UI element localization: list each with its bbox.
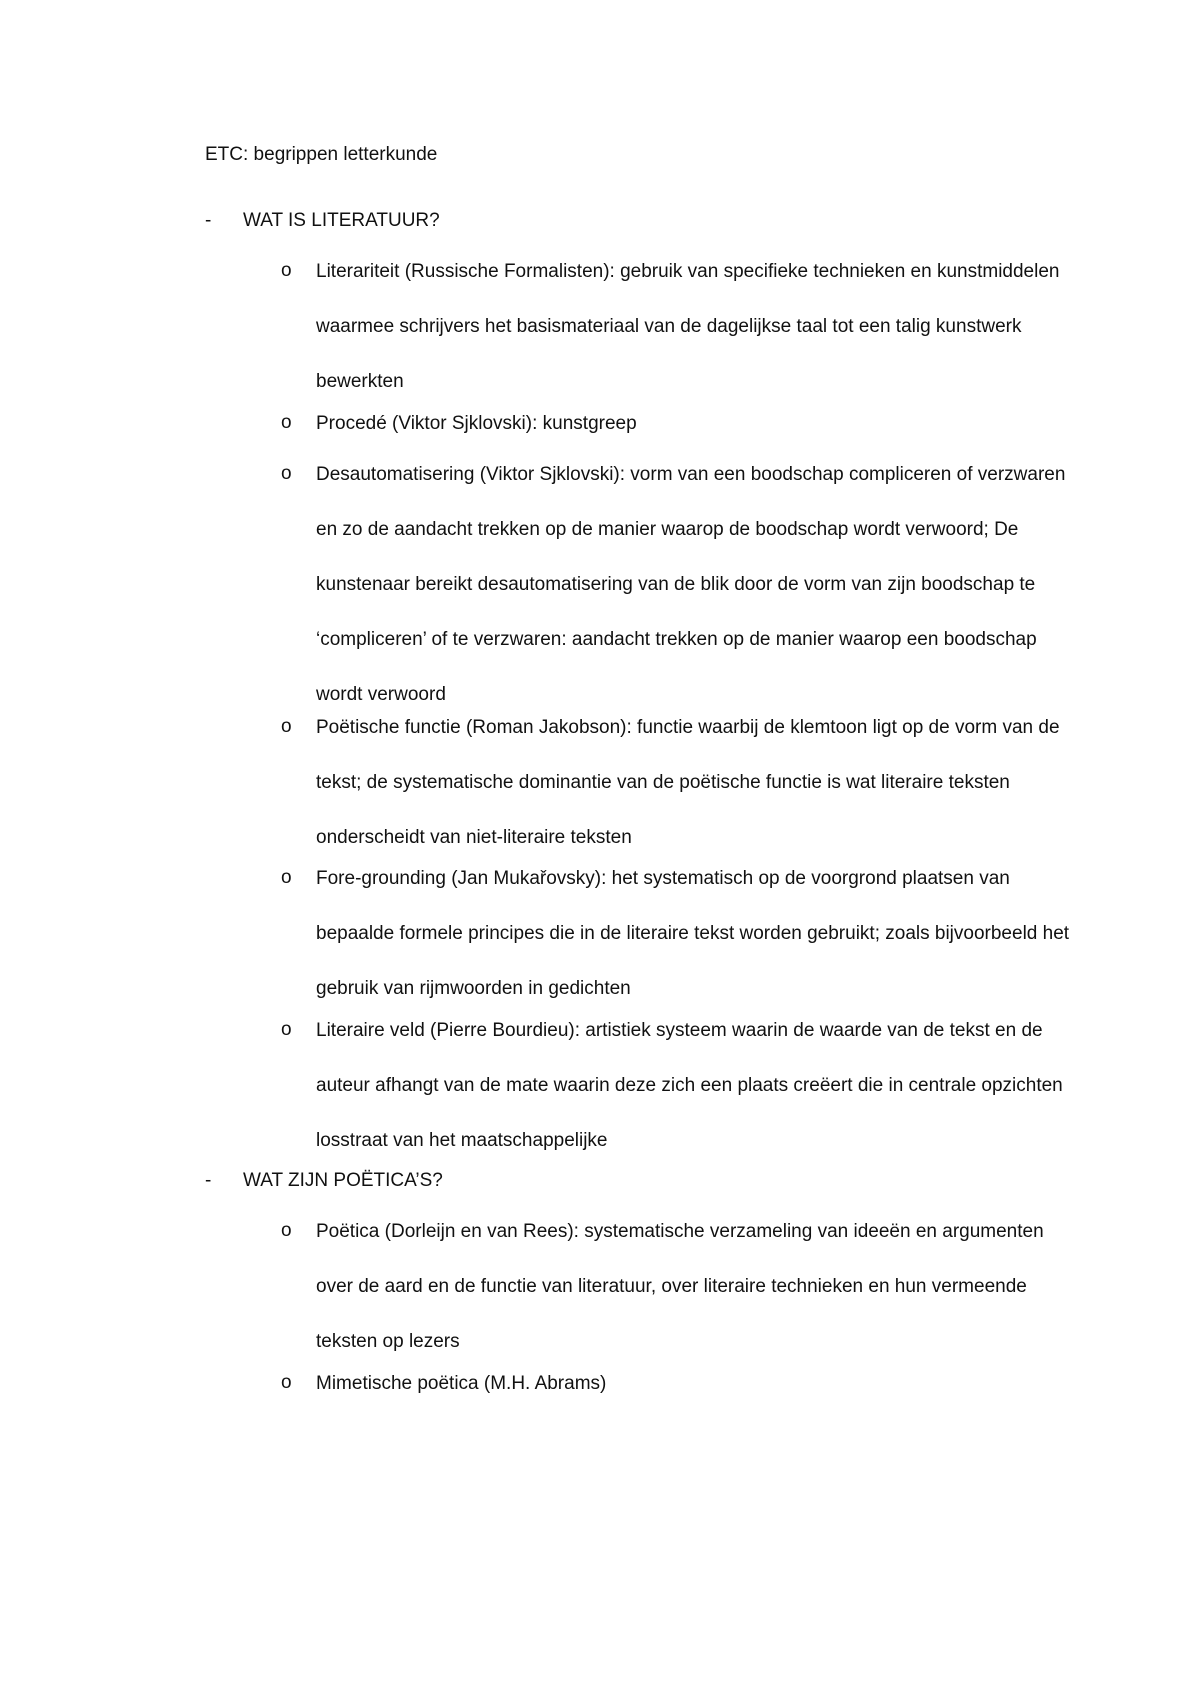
bullet-marker: o <box>281 1019 292 1040</box>
list-item-text: Literariteit (Russische Formalisten): gebruik van specifieke technieken en kunstmiddelen waarmee schrijvers het basismateriaal van de dagelijkse taal tot een talig kunstwerk bewerkten <box>316 261 1060 392</box>
dash-marker: - <box>205 210 212 231</box>
list-item-text: Poëtica (Dorleijn en van Rees): systematische verzameling van ideeën en argumenten over de aard en de functie van literatuur, over literaire technieken en hun vermeende teksten op lezers <box>316 1221 1044 1352</box>
bullet-marker: o <box>281 260 292 281</box>
list-item-text: Mimetische poëtica (M.H. Abrams) <box>316 1373 607 1394</box>
section-heading-text: WAT ZIJN POËTICA’S? <box>243 1170 443 1191</box>
bullet-marker: o <box>281 412 292 433</box>
list-item-text: Poëtische functie (Roman Jakobson): functie waarbij de klemtoon ligt op de vorm van de tekst; de systematische dominantie van de poëtische functie is wat literaire teksten onderscheidt van niet-literaire teksten <box>316 717 1060 848</box>
list-item-text: Literaire veld (Pierre Bourdieu): artistiek systeem waarin de waarde van de tekst en de auteur afhangt van de mate waarin deze zich een plaats creëert die in centrale opzichten losstraat van het maatschappelijke <box>316 1020 1063 1151</box>
document-title: ETC: begrippen letterkunde <box>205 144 438 165</box>
bullet-marker: o <box>281 1372 292 1393</box>
bullet-marker: o <box>281 716 292 737</box>
section-heading-text: WAT IS LITERATUUR? <box>243 210 440 231</box>
bullet-marker: o <box>281 1220 292 1241</box>
list-item-text: Procedé (Viktor Sjklovski): kunstgreep <box>316 413 637 434</box>
list-item-text: Desautomatisering (Viktor Sjklovski): vorm van een boodschap compliceren of verzwaren en zo de aandacht trekken op de manier waarop de boodschap wordt verwoord; De kunstenaar bereikt desautomatisering van de blik door de vorm van zijn boodschap te ‘compliceren’ of te verzwaren: aandacht trekken op de manier waarop een boodschap wordt verwoord <box>316 464 1066 705</box>
bullet-marker: o <box>281 867 292 888</box>
list-item-text: Fore-grounding (Jan Mukařovsky): het systematisch op de voorgrond plaatsen van bepaalde formele principes die in de literaire tekst worden gebruikt; zoals bijvoorbeeld het gebruik van rijmwoorden in gedichten <box>316 868 1070 999</box>
bullet-marker: o <box>281 463 292 484</box>
dash-marker: - <box>205 1170 212 1191</box>
